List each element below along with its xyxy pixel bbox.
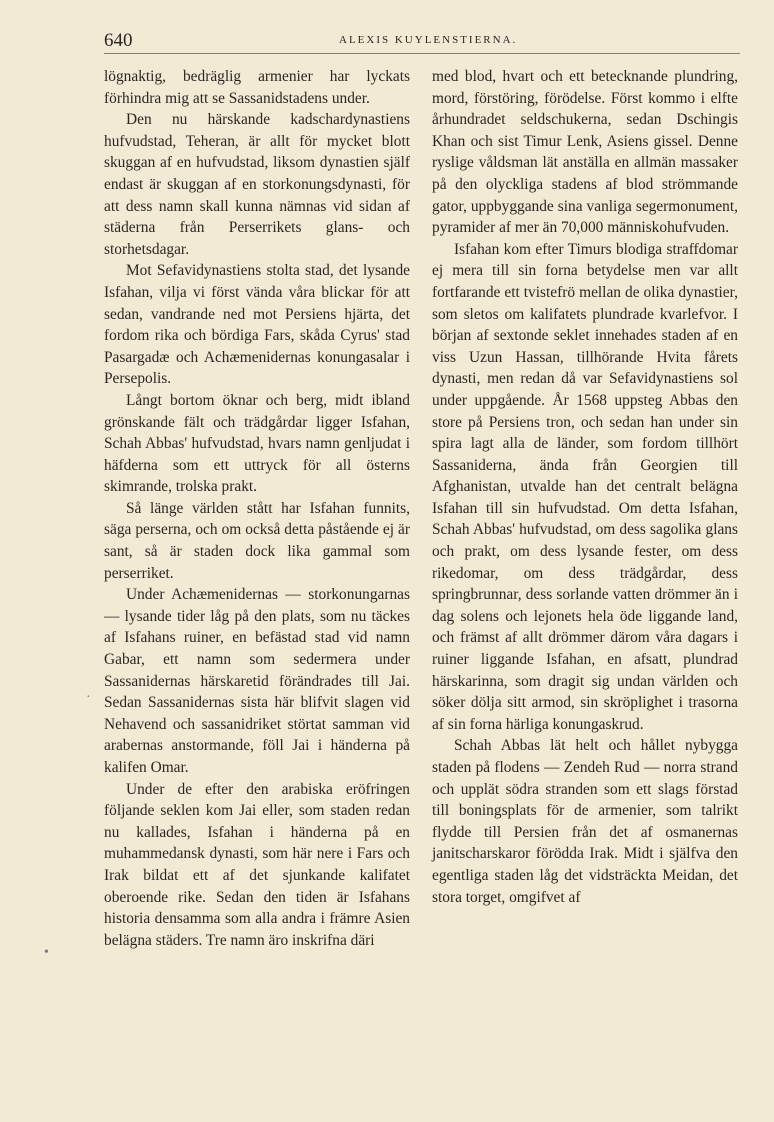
paragraph: lögnaktig, bedräglig armenier har lyckats förhindra mig att se Sassanidstadens under. xyxy=(104,68,410,107)
paragraph: Långt bortom öknar och berg, midt ibland grönskande fält och trädgårdar ligger Isfahan, Schah Abbas' hufvudstad, hvars namn genljudat i häfderna som ett uttryck för all österns skimrande, trolska prakt. xyxy=(104,391,410,496)
paragraph: Under de efter den arabiska eröfringen följande seklen kom Jai eller, som staden redan nu kallades, Isfahan i händerna på en muhammedansk dynasti, som här nere i Fars och Irak bildat ett af det sjunkande kalifatet oberoende rike. Sedan den tiden är Isfahans historia densamma som alla andra i främre Asien belägna städers. Tre namn äro inskrifna däri xyxy=(104,780,410,949)
paragraph: Schah Abbas lät helt och hållet nybygga staden på flodens — Zendeh Rud — norra strand och upplät södra stranden som ett slags förstad till boningsplats för de armenier, som talrikt flydde till Persien från det af osmanernas janitscharskaror förödda Irak. Midt i själfva den egentliga staden låg det vidsträckta Meidan, det stora torget, omgifvet af xyxy=(432,737,738,906)
running-title: ALEXIS KUYLENSTIERNA. xyxy=(339,34,518,46)
page-header xyxy=(104,30,744,52)
right-column xyxy=(432,66,738,908)
page-number: 640 xyxy=(104,30,133,51)
header-rule xyxy=(104,53,740,54)
margin-speck: · xyxy=(86,690,91,705)
paragraph: Mot Sefavidynastiens stolta stad, det lysande Isfahan, vilja vi först vända våra blickar för att sedan, vandrande ned mot Persiens hjärta, det fordom rika och bördiga Fars, skåda Cyrus' stad Pasargadæ och Achæmenidernas konungasalar i Persepolis. xyxy=(104,262,410,388)
paragraph: Isfahan kom efter Timurs blodiga straffdomar ej mera till sin forna betydelse men var allt fortfarande ett tvistefrö mellan de olika dynastier, som sletos om kalifatets plundrade kvarlefvor. I början af sextonde seklet innehades staden af en viss Uzun Hassan, tillhörande Hvita fårets dynasti, men redan då var Sefavidynastiens sol under uppgående. År 1568 uppsteg Abbas den store på Persiens tron, och sedan han under sin spira lagt alla de länder, som fordom tillhört Sassaniderna, ända från Georgien till Afghanistan, utvalde han det centralt belägna Isfahan till sin hufvudstad. Om detta Isfahan, Schah Abbas' hufvudstad, om dess sagolika glans och prakt, om dess lysande fester, om dess rikedomar, om dess trädgårdar, dess springbrunnar, dess sorlande vatten drömmer än i dag solens och lejonets hela öde liggande land, och främst af allt drömmer därom våra dagars i ruiner liggande Isfahan, en afsatt, plundrad härskarinna, som dragit sig undan världen och söker dölja sitt armod, sin skröplighet i trasorna af sin forna härliga konungaskrud. xyxy=(432,240,738,733)
paragraph: Under Achæmenidernas — storkonungarnas — lysande tider låg på den plats, som nu täckes af Isfahans ruiner, en befästad stad vid namn Gabar, ett namn som sedermera under Sassanidernas härskaretid förändrades till Jai. Sedan Sassanidernas sista här blifvit slagen vid Nehavend och sassanidriket störtat samman vid arabernas anstormande, föll Jai i händerna på kalifen Omar. xyxy=(104,586,410,776)
margin-speck: • xyxy=(44,945,49,960)
left-column xyxy=(104,66,410,951)
paragraph: med blod, hvart och ett betecknande plundring, mord, förstöring, förödelse. Först kommo i elfte århundradet seldschukerna, sedan Dschingis Khan och sist Timur Lenk, Asiens gissel. Denne ryslige våldsman lät anställa en allmän massaker på den olyckliga stadens af blod strömmande gator, uppbyggande sina vanliga segermonument, pyramider af mer än 70,000 människohufvuden. xyxy=(432,68,738,237)
paragraph: Den nu härskande kadschardynastiens hufvudstad, Teheran, är allt för mycket blott skuggan af en hufvudstad, liksom dynastien själf endast är skuggan af en storkonungsdynasti, för att dess namn skall kunna nämnas vid sidan af städerna från Perserrikets glans- och storhetsdagar. xyxy=(104,111,410,258)
paragraph: Så länge världen stått har Isfahan funnits, säga perserna, och om också detta påstående ej är sant, så är staden dock lika gammal som perserriket. xyxy=(104,499,410,582)
